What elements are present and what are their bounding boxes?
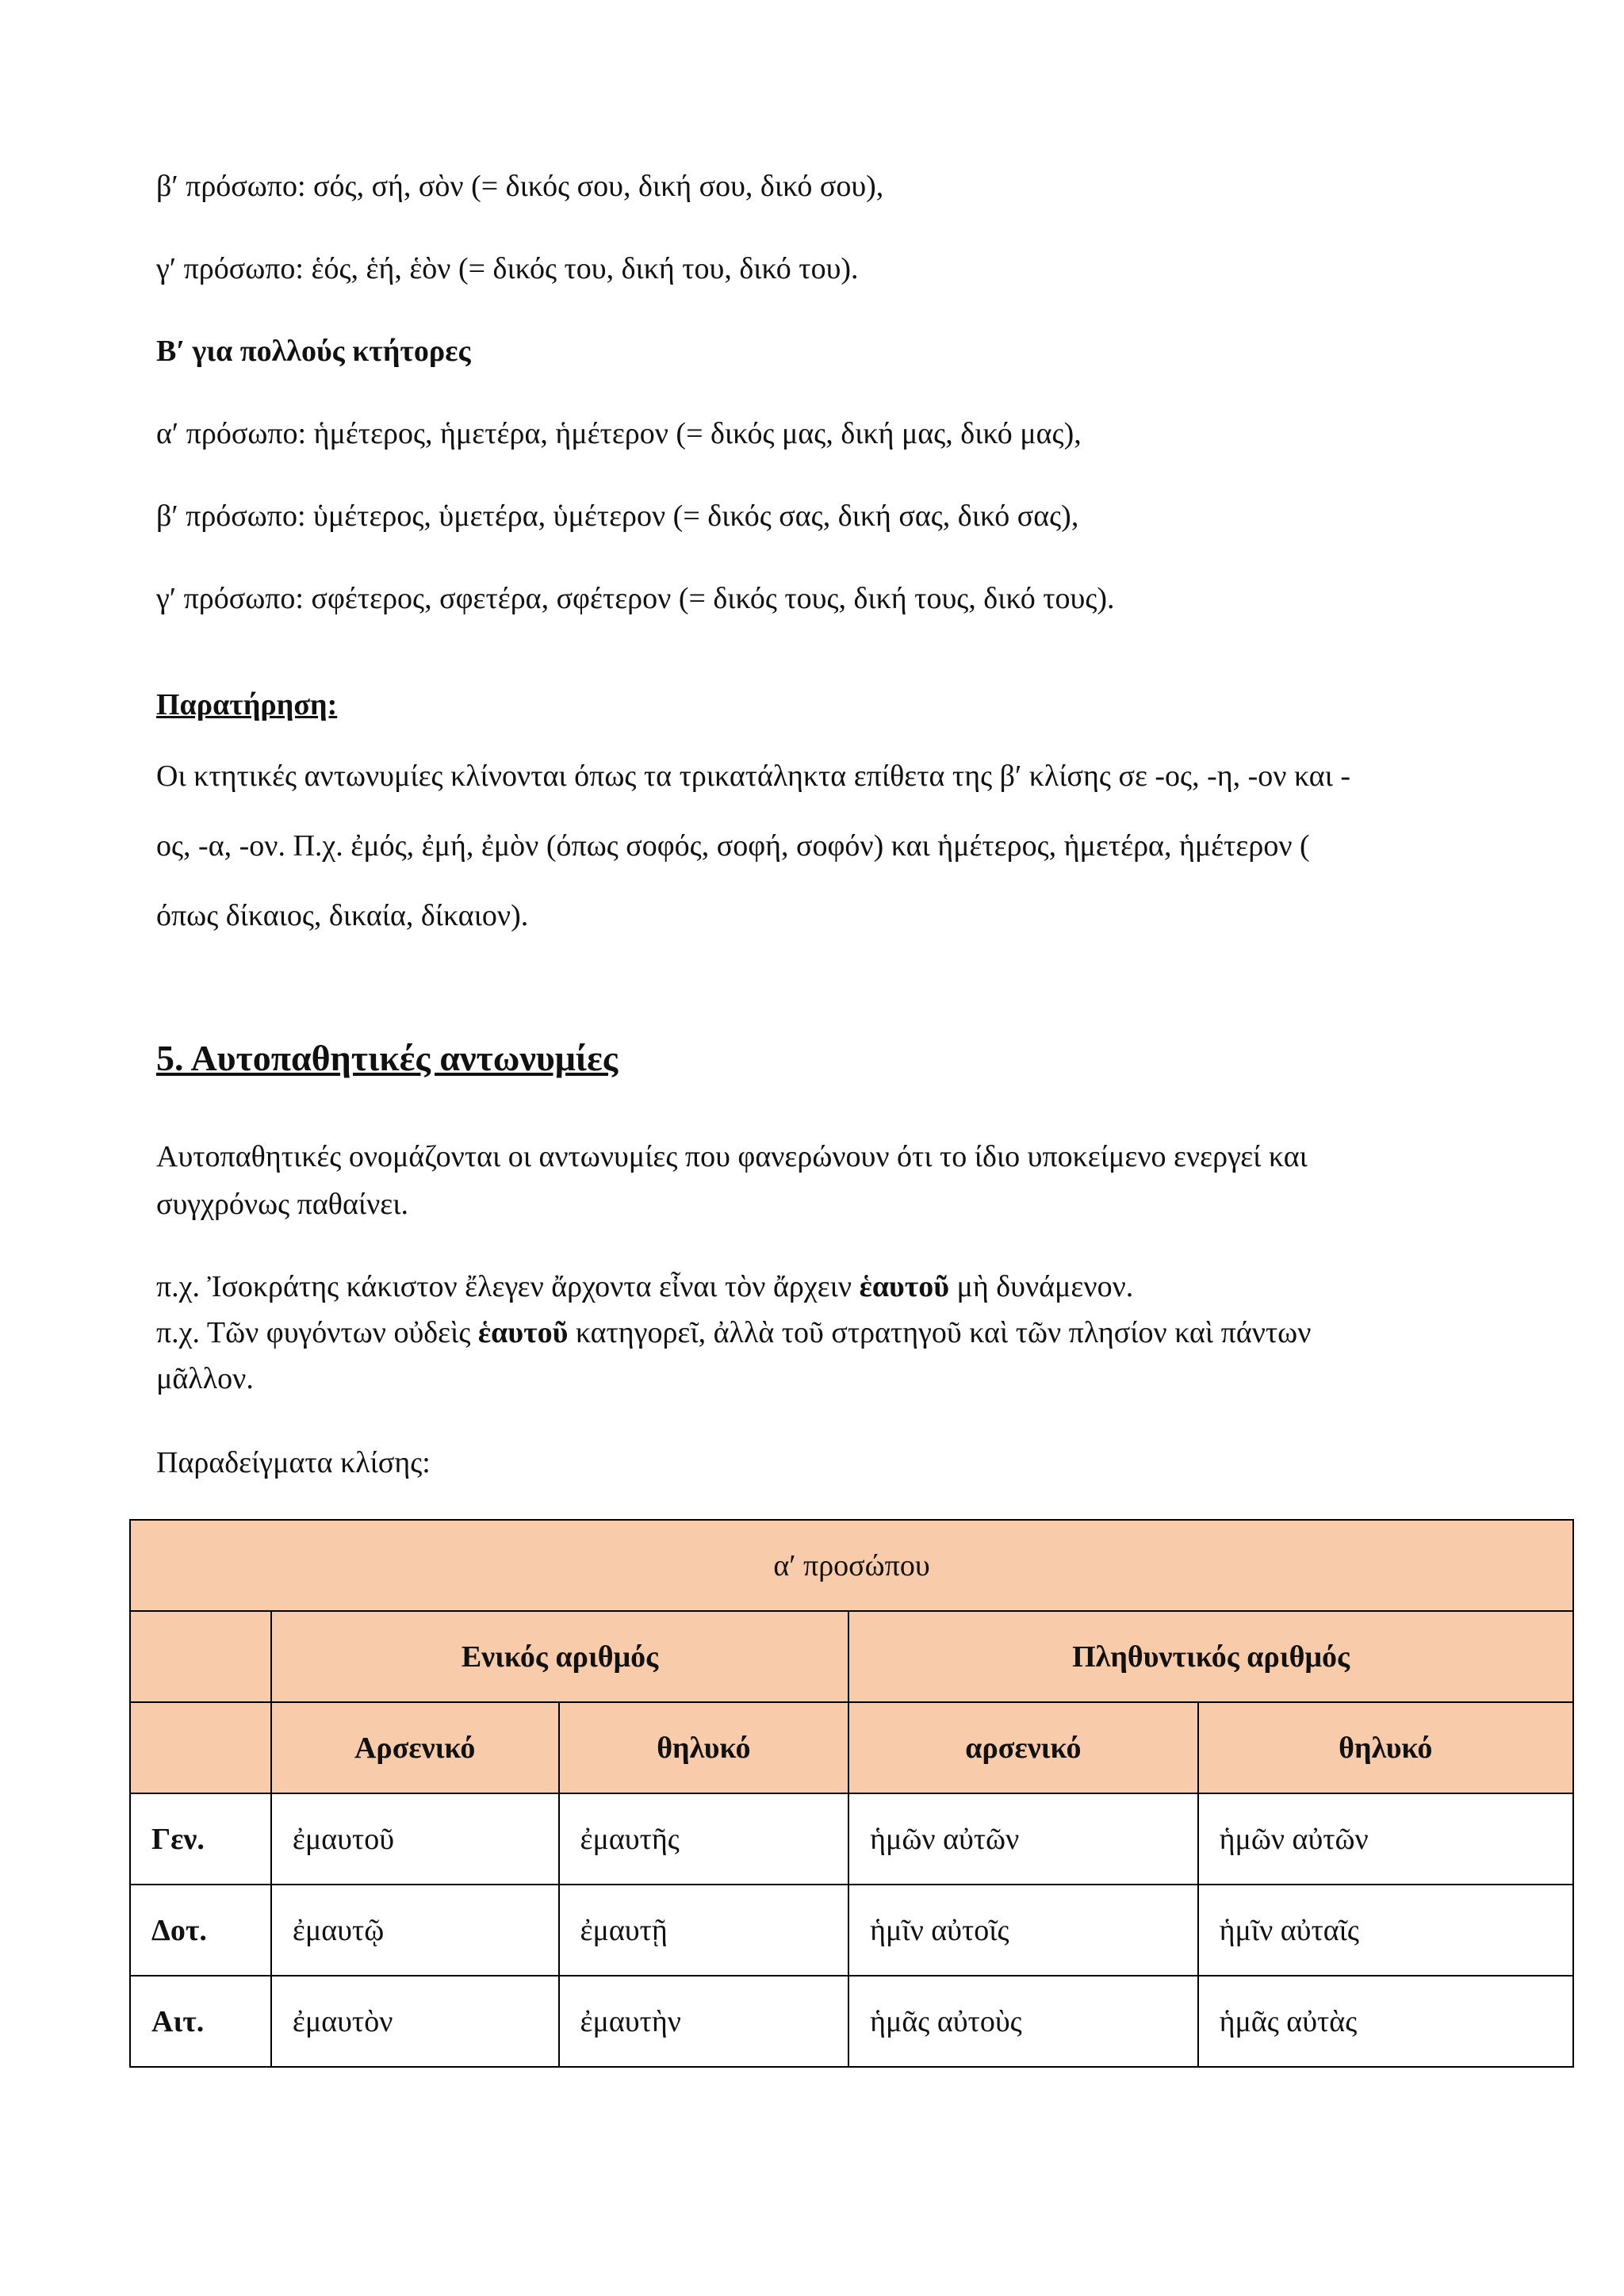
intro-line-1: Αυτοπαθητικές ονομάζονται οι αντωνυμίες που φανερώνουν ότι το ίδιο υποκείμενο ενεργεί και	[156, 1140, 1308, 1173]
table-row	[130, 1793, 1573, 1885]
table-row	[130, 1976, 1573, 2067]
table-title: α′ προσώπου	[130, 1520, 1573, 1611]
note-line-1: Οι κτητικές αντωνυμίες κλίνονται όπως τα τρικατάληκτα επίθετα της β′ κλίσης σε -ος, -η, -ον και -	[156, 760, 1351, 793]
example-2-text-a: π.χ. Τῶν φυγόντων οὐδεὶς	[156, 1316, 478, 1349]
table-row	[130, 1885, 1573, 1976]
table-cell: ἐμαυτῆς	[559, 1793, 849, 1885]
table-cell: ἐμαυτοῦ	[271, 1793, 559, 1885]
case-label: Γεν.	[130, 1793, 271, 1885]
table-number-row	[130, 1611, 1573, 1702]
example-2	[156, 1314, 1311, 1351]
table-cell: ἐμαυτὴν	[559, 1976, 849, 2067]
examples-label: Παραδείγματα κλίσης:	[156, 1446, 431, 1479]
header-pl-feminine: θηλυκό	[1198, 1702, 1573, 1793]
table-corner-cell	[130, 1611, 271, 1702]
table-corner-cell-2	[130, 1702, 271, 1793]
intro-line-2: συγχρόνως παθαίνει.	[156, 1188, 408, 1221]
header-singular: Ενικός αριθμός	[271, 1611, 848, 1702]
table-title-row	[130, 1520, 1573, 1611]
note-line-2: ος, -α, -ον. Π.χ. ἐμός, ἐμή, ἐμὸν (όπως σοφός, σοφή, σοφόν) και ἡμέτερος, ἡμετέρα, ἡμέτερον (	[156, 829, 1310, 863]
line-second-person-plural: β′ πρόσωπο: ὑμέτερος, ὑμετέρα, ὑμέτερον (= δικός σας, δική σας, δικό σας),	[156, 499, 1079, 533]
table-cell: ἡμῶν αὐτῶν	[1198, 1793, 1573, 1885]
line-first-person-plural: α′ πρόσωπο: ἡμέτερος, ἡμετέρα, ἡμέτερον (= δικός μας, δική μας, δικό μας),	[156, 417, 1082, 450]
example-2-text-c: κατηγορεῖ, ἀλλὰ τοῦ στρατηγοῦ καὶ τῶν πλησίον καὶ πάντων	[568, 1316, 1312, 1349]
example-2-keyword: ἑαυτοῦ	[477, 1316, 569, 1349]
example-1-text-a: π.χ. Ἰσοκράτης κάκιστον ἔλεγεν ἄρχοντα εἶναι τὸν ἄρχειν	[156, 1270, 860, 1303]
table-cell: ἡμῶν αὐτῶν	[848, 1793, 1197, 1885]
table-gender-row	[130, 1702, 1573, 1793]
table-cell: ἡμᾶς αὐτὰς	[1198, 1976, 1573, 2067]
line-third-person-plural: γ′ πρόσωπο: σφέτερος, σφετέρα, σφέτερον (= δικός τους, δική τους, δικό τους).	[156, 582, 1115, 615]
section-heading: 5. Αυτοπαθητικές αντωνυμίες	[156, 1038, 619, 1078]
table-cell: ἐμαυτῷ	[271, 1885, 559, 1976]
table-cell: ἐμαυτὸν	[271, 1976, 559, 2067]
example-1	[156, 1269, 1133, 1305]
note-label: Παρατήρηση:	[156, 688, 338, 721]
example-1-keyword: ἑαυτοῦ	[859, 1270, 949, 1303]
line-third-person-single: γ′ πρόσωπο: ἑός, ἑή, ἑὸν (= δικός του, δική του, δικό του).	[156, 252, 859, 285]
header-pl-masculine: αρσενικό	[848, 1702, 1197, 1793]
header-sg-masculine: Αρσενικό	[271, 1702, 559, 1793]
note-line-3: όπως δίκαιος, δικαία, δίκαιον).	[156, 899, 529, 932]
example-2-continued: μᾶλλον.	[156, 1362, 254, 1395]
table-cell: ἡμᾶς αὐτοὺς	[848, 1976, 1197, 2067]
table-cell: ἡμῖν αὐτοῖς	[848, 1885, 1197, 1976]
declension-table	[129, 1519, 1574, 2068]
table-cell: ἡμῖν αὐταῖς	[1198, 1885, 1573, 1976]
header-plural: Πληθυντικός αριθμός	[848, 1611, 1573, 1702]
line-second-person-single: β′ πρόσωπο: σός, σή, σὸν (= δικός σου, δική σου, δικό σου),	[156, 170, 884, 203]
example-1-text-c: μὴ δυνάμενον.	[949, 1270, 1134, 1303]
table-cell: ἐμαυτῇ	[559, 1885, 849, 1976]
subheading-many-owners: Β′ για πολλούς κτήτορες	[156, 335, 471, 368]
header-sg-feminine: θηλυκό	[559, 1702, 849, 1793]
case-label: Δοτ.	[130, 1885, 271, 1976]
case-label: Αιτ.	[130, 1976, 271, 2067]
